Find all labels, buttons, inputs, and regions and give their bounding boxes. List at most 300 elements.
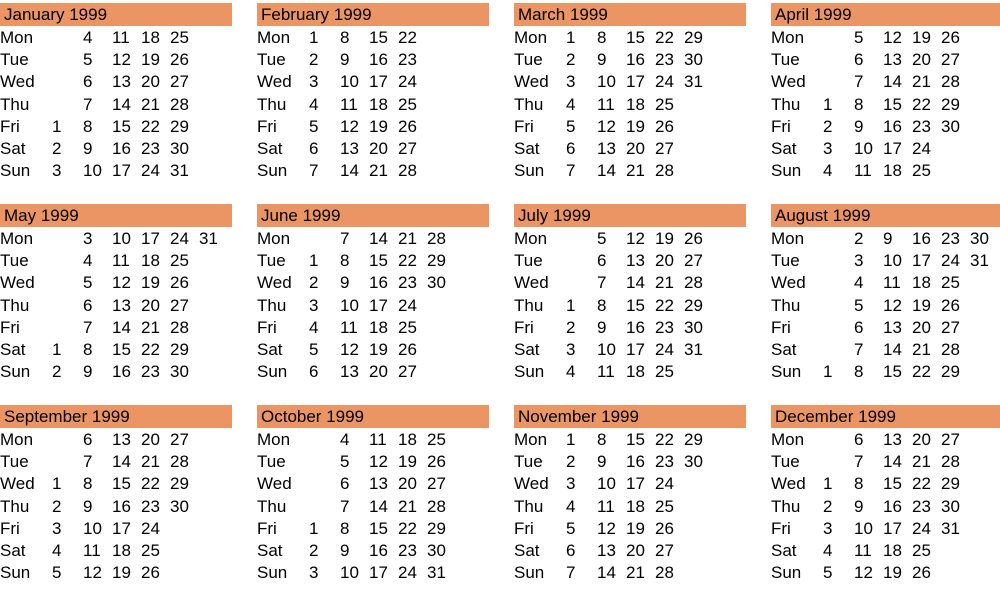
day-cell: 12 [112,273,131,293]
day-cell: 28 [398,161,417,181]
day-cell: 22 [912,362,931,382]
day-cell: 20 [912,50,931,70]
day-cell [199,138,228,160]
day-cell [970,429,999,451]
month-day-grid [771,429,999,584]
day-cell [823,451,854,473]
day-cell: 8 [340,28,350,47]
weekday-row [257,540,485,562]
month-day-grid [257,27,485,182]
weekday-label: Fri [0,116,20,136]
day-cell: 22 [912,474,931,494]
day-cell: 1 [823,94,833,114]
day-cell: 18 [626,496,645,516]
day-cell: 30 [170,362,189,382]
day-cell: 5 [854,295,864,315]
day-cell [970,138,999,160]
day-cell: 9 [854,496,864,516]
weekday-label: Fri [257,317,277,337]
day-cell: 11 [112,28,130,47]
weekday-row [0,116,228,138]
day-cell: 14 [883,340,902,360]
month-title: August 1999 [771,204,1000,227]
weekday-label: Sun [257,161,288,181]
weekday-label: Sat [771,541,797,561]
weekday-row [514,228,742,250]
day-cell [427,27,456,49]
day-cell [970,339,999,361]
day-cell: 22 [141,340,160,360]
day-cell: 29 [427,518,446,538]
weekday-row [257,473,485,495]
day-cell: 28 [655,563,674,583]
day-cell: 5 [309,116,319,136]
day-cell [309,228,340,250]
month-title: July 1999 [514,204,746,227]
day-cell [713,250,742,272]
weekday-row [771,518,999,540]
day-cell [427,116,456,138]
day-cell: 30 [684,317,703,337]
day-cell: 21 [369,161,388,181]
day-cell: 12 [854,563,873,583]
day-cell: 7 [854,72,864,92]
day-cell [684,116,713,138]
weekday-row [257,49,485,71]
weekday-row [0,317,228,339]
day-cell: 25 [912,541,931,561]
day-cell [456,317,485,339]
day-cell: 8 [340,251,350,271]
day-cell: 28 [170,317,189,337]
day-cell: 30 [684,452,703,472]
weekday-label: Wed [257,273,292,293]
weekday-row [0,228,228,250]
month-title: April 1999 [771,3,1000,26]
day-cell: 13 [597,541,616,561]
day-cell: 14 [112,452,131,472]
day-cell: 6 [854,317,864,337]
day-cell: 5 [340,452,350,472]
weekday-label: Sat [257,541,283,561]
month-title: June 1999 [257,204,489,227]
day-cell [199,518,228,540]
weekday-label: Thu [257,94,287,114]
weekday-row [771,562,999,584]
weekday-row [257,295,485,317]
day-cell: 12 [369,452,388,472]
day-cell: 21 [398,496,417,516]
weekday-label: Sun [514,563,545,583]
day-cell [970,71,999,93]
day-cell: 10 [854,139,873,159]
day-cell: 30 [941,496,960,516]
day-cell [970,116,999,138]
day-cell: 27 [427,474,446,494]
day-cell [199,272,228,294]
weekday-label: Tue [0,452,29,472]
month-block [257,405,489,590]
day-cell: 23 [398,541,417,561]
day-cell: 19 [369,116,388,136]
month-day-grid [514,27,742,182]
weekday-label: Tue [514,452,543,472]
day-cell [456,496,485,518]
weekday-row [0,295,228,317]
day-cell: 21 [141,317,160,337]
day-cell: 27 [170,430,189,449]
day-cell: 17 [883,139,902,159]
day-cell [52,49,83,71]
day-cell [713,138,742,160]
weekday-label: Thu [771,295,801,315]
day-cell: 29 [170,340,189,360]
day-cell: 12 [340,116,359,136]
weekday-row [257,518,485,540]
day-cell: 6 [309,139,319,159]
weekday-label: Fri [0,317,20,337]
day-cell: 29 [684,28,703,47]
weekday-row [257,496,485,518]
day-cell: 28 [427,229,446,248]
day-cell: 17 [112,161,131,181]
day-cell [427,361,456,383]
weekday-label: Sun [514,161,545,181]
day-cell: 12 [626,229,645,248]
day-cell: 3 [823,139,833,159]
day-cell: 9 [597,50,607,70]
day-cell: 5 [597,229,607,248]
day-cell: 13 [112,295,131,315]
day-cell [309,496,340,518]
day-cell [823,429,854,451]
day-cell: 5 [52,563,62,583]
day-cell [199,27,228,49]
day-cell: 5 [854,28,864,47]
day-cell: 6 [83,295,93,315]
weekday-label: Fri [257,518,277,538]
weekday-row [771,473,999,495]
weekday-row [771,27,999,49]
day-cell: 8 [854,474,864,494]
day-cell: 18 [626,362,645,382]
weekday-row [257,138,485,160]
day-cell: 18 [883,541,902,561]
day-cell: 13 [883,50,902,70]
day-cell [823,27,854,49]
weekday-row [514,71,742,93]
day-cell: 19 [398,452,417,472]
day-cell: 27 [655,139,674,159]
day-cell: 10 [340,563,359,583]
day-cell: 22 [655,295,674,315]
day-cell: 22 [398,251,417,271]
weekday-label: Thu [514,94,544,114]
day-cell: 27 [655,541,674,561]
day-cell: 1 [566,28,576,47]
day-cell: 26 [141,563,160,583]
day-cell [941,540,970,562]
day-cell [52,250,83,272]
weekday-label: Sat [0,340,26,360]
day-cell: 27 [941,430,960,449]
day-cell: 17 [912,251,931,271]
day-cell: 1 [823,362,833,382]
weekday-row [257,361,485,383]
day-cell: 13 [626,251,645,271]
weekday-row [514,317,742,339]
day-cell: 31 [170,161,189,181]
day-cell: 30 [427,273,446,293]
day-cell [456,71,485,93]
day-cell: 3 [566,340,576,360]
month-day-grid [0,429,228,584]
day-cell: 1 [309,251,319,271]
day-cell: 12 [597,116,616,136]
day-cell: 20 [141,72,160,92]
weekday-row [771,71,999,93]
weekday-row [0,473,228,495]
day-cell [713,160,742,182]
day-cell [427,49,456,71]
weekday-label: Tue [257,452,286,472]
weekday-row [514,451,742,473]
month-block [771,3,1000,188]
day-cell [427,94,456,116]
day-cell: 17 [626,72,645,92]
day-cell: 15 [369,518,388,538]
day-cell [713,562,742,584]
day-cell: 7 [854,452,864,472]
day-cell: 4 [52,541,62,561]
day-cell [199,540,228,562]
day-cell: 16 [112,496,131,516]
weekday-label: Wed [771,72,806,92]
day-cell: 27 [398,362,417,382]
day-cell: 15 [626,295,645,315]
weekday-row [771,295,999,317]
day-cell [566,228,597,250]
weekday-label: Fri [771,317,791,337]
day-cell: 19 [655,229,674,248]
month-block [771,204,1000,389]
day-cell: 14 [626,273,645,293]
day-cell: 17 [369,295,388,315]
day-cell: 26 [655,518,674,538]
weekday-row [514,339,742,361]
weekday-label: Sun [257,362,288,382]
day-cell: 8 [597,28,607,47]
weekday-row [0,250,228,272]
day-cell: 16 [369,541,388,561]
day-cell [199,160,228,182]
day-cell: 30 [941,116,960,136]
day-cell [456,361,485,383]
day-cell: 20 [912,430,931,449]
day-cell [970,317,999,339]
day-cell [427,317,456,339]
weekday-label: Fri [771,518,791,538]
day-cell: 5 [83,273,93,293]
day-cell [456,429,485,451]
day-cell [456,295,485,317]
weekday-label: Wed [771,474,806,494]
weekday-label: Mon [771,430,805,449]
day-cell [456,228,485,250]
day-cell: 16 [626,452,645,472]
day-cell: 5 [83,50,93,70]
weekday-label: Fri [257,116,277,136]
day-cell: 9 [340,541,350,561]
weekday-label: Wed [0,273,35,293]
weekday-label: Thu [514,295,544,315]
weekday-row [0,71,228,93]
month-title: May 1999 [0,204,232,227]
weekday-label: Mon [257,430,291,449]
day-cell [456,339,485,361]
weekday-label: Tue [771,50,800,70]
day-cell: 19 [369,340,388,360]
day-cell: 16 [883,496,902,516]
weekday-label: Fri [514,116,534,136]
day-cell: 6 [83,430,93,449]
weekday-label: Tue [514,50,543,70]
day-cell: 4 [309,94,319,114]
day-cell: 16 [369,273,388,293]
month-title: January 1999 [0,3,232,26]
day-cell: 16 [626,50,645,70]
weekday-row [514,49,742,71]
day-cell [456,250,485,272]
weekday-label: Fri [514,317,534,337]
day-cell: 9 [854,116,864,136]
weekday-row [514,160,742,182]
day-cell: 19 [626,116,645,136]
day-cell: 5 [566,518,576,538]
day-cell: 15 [112,340,131,360]
day-cell: 3 [52,161,62,181]
day-cell: 21 [141,452,160,472]
day-cell: 16 [626,317,645,337]
day-cell: 25 [141,541,160,561]
day-cell: 18 [912,273,931,293]
day-cell [52,317,83,339]
month-day-grid [0,27,228,182]
weekday-row [257,228,485,250]
day-cell: 6 [597,251,607,271]
weekday-row [771,339,999,361]
weekday-label: Sat [514,139,540,159]
weekday-row [514,27,742,49]
day-cell: 7 [83,452,93,472]
day-cell: 20 [912,317,931,337]
day-cell: 20 [655,251,674,271]
day-cell [456,272,485,294]
day-cell [684,138,713,160]
day-cell: 11 [854,161,872,181]
month-block [514,204,746,389]
day-cell: 13 [369,474,388,494]
month-block [771,405,1000,590]
day-cell: 26 [912,563,931,583]
weekday-row [0,451,228,473]
day-cell [941,138,970,160]
day-cell: 1 [309,28,319,47]
day-cell: 1 [823,474,833,494]
day-cell: 25 [941,273,960,293]
day-cell [52,71,83,93]
day-cell: 9 [83,496,93,516]
day-cell: 27 [684,251,703,271]
day-cell: 28 [941,340,960,360]
day-cell [52,228,83,250]
weekday-label: Mon [771,229,805,248]
day-cell: 23 [398,50,417,70]
day-cell: 10 [854,518,873,538]
day-cell: 9 [340,50,350,70]
weekday-row [0,49,228,71]
day-cell: 28 [427,496,446,516]
day-cell: 14 [112,94,131,114]
day-cell: 18 [112,541,131,561]
day-cell: 3 [309,72,319,92]
day-cell: 7 [566,161,576,181]
day-cell: 19 [626,518,645,538]
day-cell [713,49,742,71]
day-cell: 23 [941,229,960,248]
day-cell: 30 [170,496,189,516]
weekday-row [0,562,228,584]
day-cell [823,339,854,361]
day-cell: 8 [83,116,93,136]
day-cell: 18 [398,430,417,449]
day-cell: 22 [398,518,417,538]
day-cell: 2 [52,362,62,382]
weekday-label: Thu [0,496,30,516]
weekday-row [257,429,485,451]
day-cell: 5 [823,563,833,583]
day-cell: 30 [170,139,189,159]
day-cell [456,473,485,495]
day-cell: 29 [941,362,960,382]
day-cell: 27 [941,50,960,70]
day-cell [970,272,999,294]
day-cell: 8 [854,94,864,114]
weekday-row [514,116,742,138]
day-cell: 13 [883,317,902,337]
day-cell: 26 [941,28,960,47]
day-cell: 1 [566,430,576,449]
day-cell [309,473,340,495]
day-cell: 15 [626,430,645,449]
weekday-label: Wed [514,72,549,92]
day-cell: 12 [340,340,359,360]
weekday-row [771,116,999,138]
day-cell: 4 [83,251,93,271]
day-cell [199,116,228,138]
day-cell [199,361,228,383]
day-cell: 28 [941,452,960,472]
day-cell [427,71,456,93]
day-cell: 10 [597,474,616,494]
day-cell: 23 [141,362,160,382]
day-cell: 15 [883,362,902,382]
weekday-label: Thu [257,295,287,315]
day-cell: 16 [369,50,388,70]
day-cell: 4 [854,273,864,293]
day-cell: 11 [83,541,101,561]
day-cell [52,27,83,49]
